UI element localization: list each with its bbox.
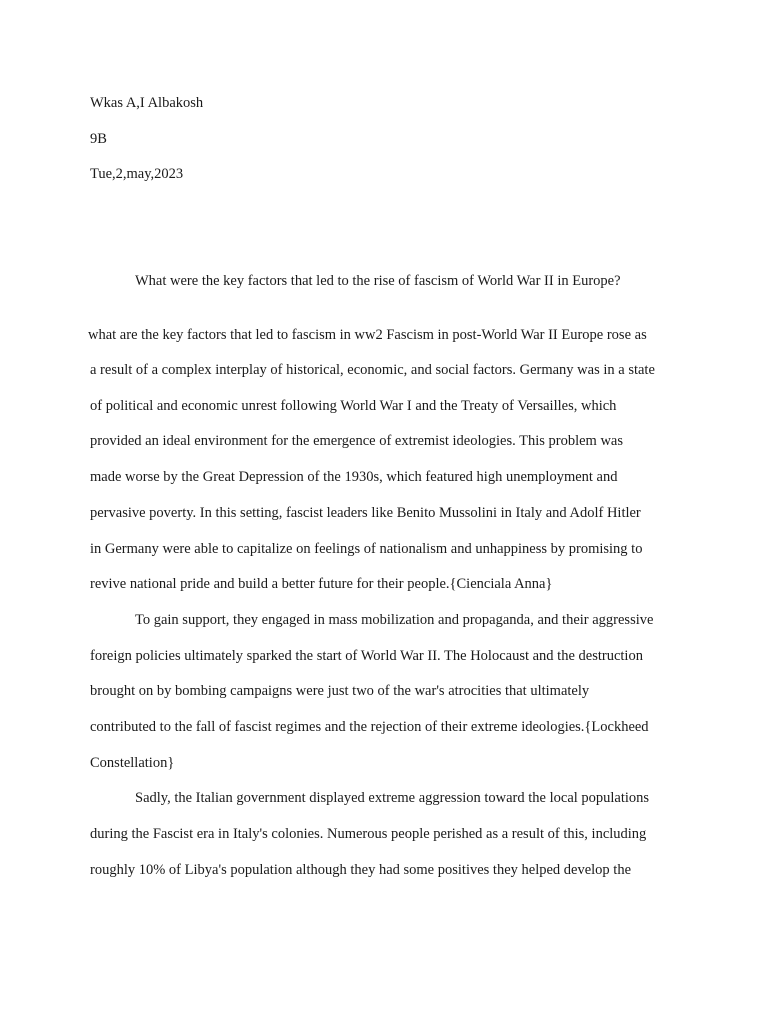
text-line: To gain support, they engaged in mass mobilization and propaganda, and their aggressive (135, 612, 654, 628)
text-line: made worse by the Great Depression of the 1930s, which featured high unemployment and (90, 469, 618, 485)
text-line: pervasive poverty. In this setting, fascist leaders like Benito Mussolini in Italy and Adolf Hitler (90, 505, 641, 521)
text-line: Sadly, the Italian government displayed extreme aggression toward the local populations (135, 790, 650, 806)
text-line: Constellation} (90, 755, 175, 771)
text-line: contributed to the fall of fascist regimes and the rejection of their extreme ideologies.{Lockheed (90, 719, 649, 735)
text-line: roughly 10% of Libya's population although they had some positives they helped develop the (90, 862, 632, 878)
text-line: of political and economic unrest following World War I and the Treaty of Versailles, which (90, 398, 617, 414)
text-line: in Germany were able to capitalize on feelings of nationalism and unhappiness by promising to (90, 541, 643, 557)
class-label: 9B (90, 131, 107, 147)
text-line: brought on by bombing campaigns were just two of the war's atrocities that ultimately (90, 683, 590, 699)
author-name: Wkas A,I Albakosh (90, 95, 204, 111)
text-line: revive national pride and build a better future for their people.{Cienciala Anna} (90, 576, 553, 592)
text-line: provided an ideal environment for the emergence of extremist ideologies. This problem was (90, 433, 623, 449)
text-line: a result of a complex interplay of historical, economic, and social factors. Germany was in a state (90, 362, 655, 378)
text-line: what are the key factors that led to fascism in ww2 Fascism in post-World War II Europe rose as (88, 327, 647, 343)
text-line: foreign policies ultimately sparked the start of World War II. The Holocaust and the destruction (90, 648, 643, 664)
essay-title: What were the key factors that led to the rise of fascism of World War II in Europe? (135, 273, 621, 289)
text-line: during the Fascist era in Italy's colonies. Numerous people perished as a result of this, including (90, 826, 647, 842)
date-label: Tue,2,may,2023 (90, 166, 184, 182)
